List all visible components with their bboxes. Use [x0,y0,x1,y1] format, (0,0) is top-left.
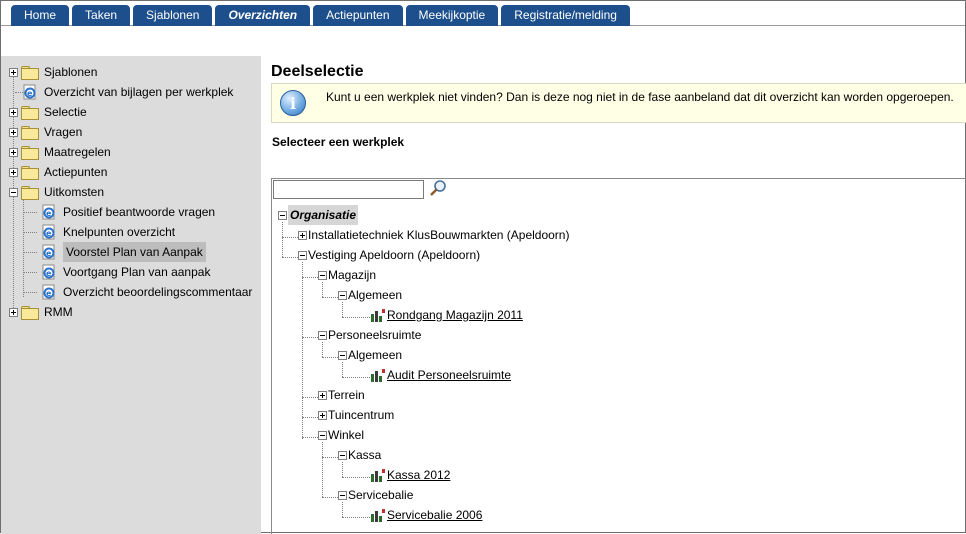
folder-icon [21,106,38,119]
expand-icon[interactable] [9,148,18,157]
tree-node-winkel[interactable] [318,425,364,445]
expand-icon[interactable] [9,68,18,77]
chart-report-icon [370,308,386,322]
svg-text:e: e [27,89,33,98]
tree-node-vestiging-apeldoorn[interactable] [298,245,480,265]
sidebar-item-voorstel-plan-van-aanpak[interactable] [41,242,206,262]
sidebar-item-voortgang-plan-van-aanpak[interactable] [41,262,210,282]
tree-connector [23,212,37,213]
tree-connector [23,232,37,233]
tree-node-label: Algemeen [348,348,403,362]
tree-node-label: Installatietechniek KlusBouwmarkten (Apeldoorn) [308,228,570,242]
svg-text:e: e [46,289,52,298]
tree-connector [342,377,370,378]
sidebar-item-vragen[interactable] [9,122,82,142]
tree-node-link[interactable]: Audit Personeelsruimte [387,368,512,382]
svg-text:e: e [46,229,52,238]
tab-meekijkoptie[interactable]: Meekijkoptie [406,5,499,26]
tree-node-algemeen[interactable] [338,285,402,305]
tree-connector [302,277,318,278]
tree-connector [282,222,283,257]
sidebar-item-label: Uitkomsten [44,185,105,199]
tab-actiepunten[interactable]: Actiepunten [313,5,402,26]
magnifier-icon[interactable] [429,179,449,199]
tree-node-label: Tuincentrum [328,408,395,422]
tab-sjablonen[interactable]: Sjablonen [133,5,212,26]
collapse-icon[interactable] [9,188,18,197]
workplace-tree-panel [271,178,966,534]
search-input[interactable] [273,180,424,199]
tree-node-servicebalie[interactable] [338,485,413,505]
sidebar-item-label: Voorstel Plan van Aanpak [63,242,206,262]
collapse-icon[interactable] [318,431,327,440]
tree-connector [322,457,338,458]
tree-connector [322,442,323,497]
sidebar-item-rmm[interactable] [9,302,73,322]
tree-node-label: Magazijn [328,268,377,282]
tree-node-link[interactable]: Kassa 2012 [387,468,451,482]
page-title: Deelselectie [271,63,364,80]
tab-overzichten[interactable]: Overzichten [215,5,310,26]
expand-icon[interactable] [298,231,307,240]
folder-icon [21,306,38,319]
collapse-icon[interactable] [318,271,327,280]
tree-node-label: Kassa [348,448,382,462]
sidebar-item-actiepunten[interactable] [9,162,107,182]
tree-connector [342,517,370,518]
tab-registratie-melding[interactable]: Registratie/melding [501,5,630,26]
tree-node-organisatie[interactable] [278,205,358,225]
tree-node-kassa-2012[interactable] [370,465,450,485]
tree-node-installatietechniek[interactable] [298,225,569,245]
tree-node-label: Vestiging Apeldoorn (Apeldoorn) [308,248,481,262]
sidebar-item-label: Vragen [44,125,83,139]
expand-icon[interactable] [9,128,18,137]
tree-node-label: Algemeen [348,288,403,302]
tree-node-rondgang-magazijn-2011[interactable] [370,305,523,325]
chart-report-icon [370,368,386,382]
tree-node-label: Organisatie [288,205,358,225]
sidebar-item-label: Actiepunten [44,165,108,179]
svg-text:e: e [46,249,52,258]
tree-connector [342,477,370,478]
tab-taken[interactable]: Taken [72,5,130,26]
folder-icon [21,66,38,79]
tree-connector [282,237,298,238]
tree-node-label: Personeelsruimte [328,328,422,342]
info-box [271,83,966,123]
collapse-icon[interactable] [338,291,347,300]
ie-page-icon [41,244,57,260]
sidebar-item-overzicht-bijlagen[interactable] [22,82,233,102]
tree-node-label: Servicebalie [348,488,414,502]
expand-icon[interactable] [318,391,327,400]
collapse-icon[interactable] [338,451,347,460]
tree-node-label: Winkel [328,428,365,442]
chart-report-icon [370,508,386,522]
folder-icon [21,126,38,139]
tree-node-label: Terrein [328,388,365,402]
tree-connector [342,317,370,318]
expand-icon[interactable] [9,108,18,117]
tree-connector [23,292,37,293]
folder-icon [21,146,38,159]
svg-text:e: e [46,209,52,218]
tree-node-algemeen[interactable] [338,345,402,365]
tree-connector [302,262,303,439]
info-text: Kunt u een werkplek niet vinden? Dan is deze nog niet in de fase aanbeland dat dit overzicht kan worden opgeroepen. [326,90,954,104]
tree-node-kassa[interactable] [338,445,381,465]
info-icon: i [280,90,306,116]
select-workplace-heading: Selecteer een werkplek [272,135,405,149]
sidebar-item-label: Maatregelen [44,145,111,159]
tree-node-link[interactable]: Rondgang Magazijn 2011 [387,308,523,322]
collapse-icon[interactable] [318,331,327,340]
ie-page-icon [41,204,57,220]
tree-connector [282,257,298,258]
tree-node-personeelsruimte[interactable] [318,325,421,345]
tree-connector [302,417,318,418]
tree-connector [23,252,37,253]
tree-connector [302,337,318,338]
tree-node-terrein[interactable] [318,385,365,405]
tree-connector [322,497,338,498]
collapse-icon[interactable] [278,211,287,220]
sidebar-item-label: Overzicht beoordelingscommentaar [63,285,253,299]
expand-icon[interactable] [9,168,18,177]
sidebar-item-label: Sjablonen [44,65,98,79]
ie-page-icon [41,224,57,240]
sidebar-item-maatregelen[interactable] [9,142,111,162]
folder-icon [21,166,38,179]
tree-node-link[interactable]: Servicebalie 2006 [387,508,483,522]
svg-text:e: e [46,269,52,278]
sidebar-item-overzicht-beoordelingscommentaar[interactable] [41,282,252,302]
sidebar-item-knelpunten-overzicht[interactable] [41,222,175,242]
tree-node-tuincentrum[interactable] [318,405,394,425]
top-nav-bar [1,1,965,26]
sidebar-item-selectie[interactable] [9,102,87,122]
collapse-icon[interactable] [298,251,307,260]
tab-strip [11,5,633,26]
sidebar-item-label: Voortgang Plan van aanpak [63,265,211,279]
sidebar-item-label: Knelpunten overzicht [63,225,176,239]
sidebar-item-positief-beantwoorde-vragen[interactable] [41,202,215,222]
sidebar [1,56,261,534]
ie-page-icon [22,84,38,100]
ie-page-icon [41,264,57,280]
tree-node-servicebalie-2006[interactable] [370,505,482,525]
expand-icon[interactable] [318,411,327,420]
sidebar-item-label: Selectie [44,105,87,119]
tree-connector [302,397,318,398]
tree-node-magazijn[interactable] [318,265,376,285]
sidebar-item-sjablonen[interactable] [9,62,97,82]
tree-connector [322,357,338,358]
tab-home[interactable]: Home [11,5,69,26]
collapse-icon[interactable] [338,351,347,360]
sidebar-item-label: Positief beantwoorde vragen [63,205,216,219]
tree-connector [322,297,338,298]
sidebar-item-label: Overzicht van bijlagen per werkplek [44,85,234,99]
tree-connector [23,272,37,273]
tree-node-audit-personeelsruimte[interactable] [370,365,511,385]
chart-report-icon [370,468,386,482]
tree-connector [302,437,318,438]
ie-page-icon [41,284,57,300]
sidebar-item-label: RMM [44,305,73,319]
sidebar-item-uitkomsten[interactable] [9,182,104,202]
collapse-icon[interactable] [338,491,347,500]
expand-icon[interactable] [9,308,18,317]
folder-open-icon [21,186,38,199]
